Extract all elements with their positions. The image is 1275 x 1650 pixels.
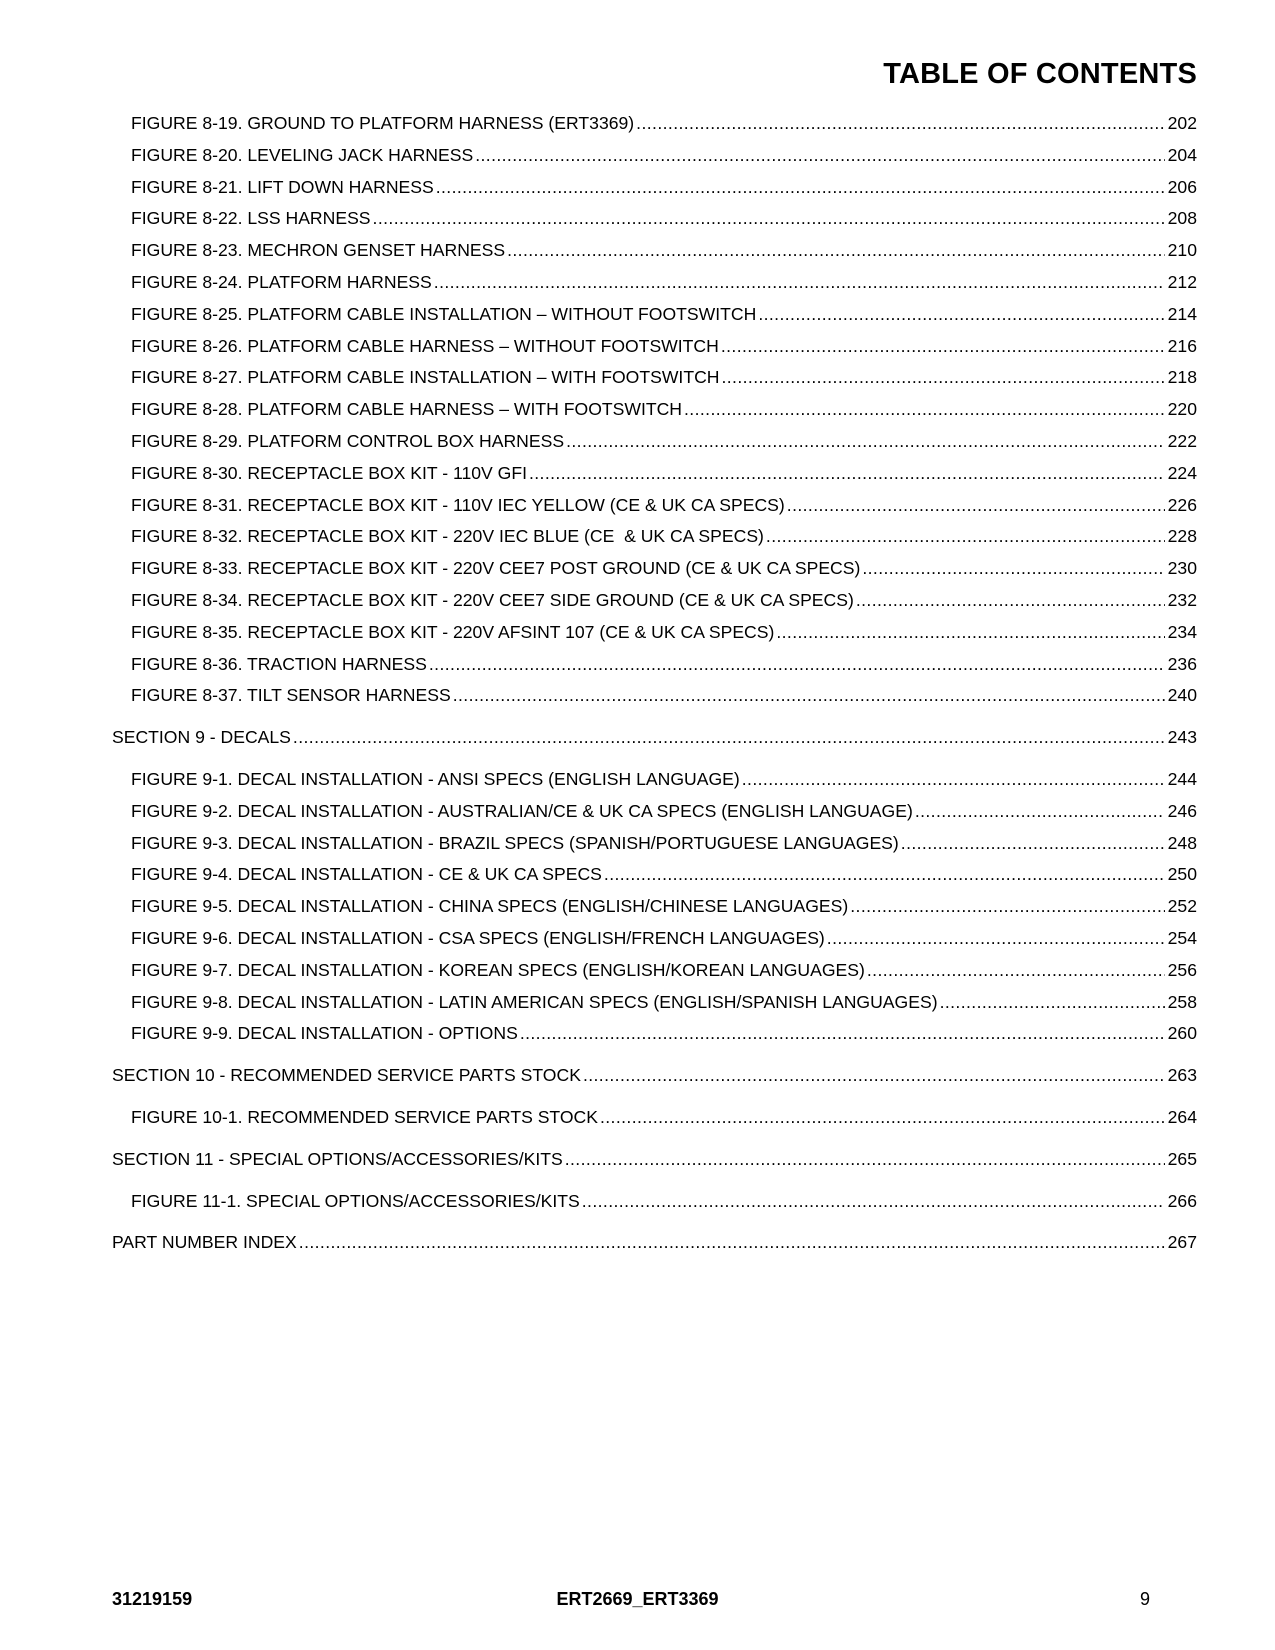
- toc-entry-title[interactable]: FIGURE 9-3. DECAL INSTALLATION - BRAZIL SPECS (SPANISH/PORTUGUESE LANGUAGES): [131, 832, 899, 853]
- toc-entry-title[interactable]: FIGURE 8-32. RECEPTACLE BOX KIT - 220V IEC BLUE (CE & UK CA SPECS): [131, 526, 764, 547]
- toc-dot-leader: [901, 828, 1165, 860]
- toc-figure-entry[interactable]: [0, 235, 1275, 267]
- toc-dot-leader: [583, 1060, 1165, 1092]
- toc-figure-entry[interactable]: [0, 490, 1275, 522]
- toc-entry-title[interactable]: FIGURE 10-1. RECOMMENDED SERVICE PARTS STOCK: [131, 1106, 598, 1127]
- toc-entry-page-number[interactable]: 214: [1167, 303, 1197, 324]
- toc-dot-leader: [758, 299, 1164, 331]
- toc-entry-page-number[interactable]: 265: [1167, 1148, 1197, 1169]
- toc-dot-leader: [520, 1018, 1165, 1050]
- toc-entry-title[interactable]: FIGURE 8-37. TILT SENSOR HARNESS: [131, 685, 451, 706]
- toc-entry-page-number[interactable]: 230: [1167, 558, 1197, 579]
- toc-dot-leader: [293, 722, 1165, 754]
- toc-dot-leader: [436, 172, 1165, 204]
- toc-entry-title[interactable]: FIGURE 9-6. DECAL INSTALLATION - CSA SPECS (ENGLISH/FRENCH LANGUAGES): [131, 927, 825, 948]
- toc-entry-page-number[interactable]: 256: [1167, 959, 1197, 980]
- toc-entry-title[interactable]: PART NUMBER INDEX: [112, 1232, 297, 1253]
- toc-figure-entry[interactable]: [0, 140, 1275, 172]
- toc-figure-entry[interactable]: [0, 649, 1275, 681]
- page-title: TABLE OF CONTENTS: [883, 58, 1197, 90]
- toc-entry-page-number[interactable]: 252: [1167, 896, 1197, 917]
- toc-figure-entry[interactable]: [0, 680, 1275, 712]
- toc-dot-leader: [850, 891, 1164, 923]
- toc-entry-page-number[interactable]: 243: [1167, 727, 1197, 748]
- toc-entry-title[interactable]: FIGURE 9-1. DECAL INSTALLATION - ANSI SPECS (ENGLISH LANGUAGE): [131, 768, 740, 789]
- footer-page-number: 9: [1139, 1589, 1150, 1609]
- toc-figure-entry[interactable]: [0, 1102, 1275, 1134]
- footer-model: ERT2669_ERT3369: [556, 1589, 719, 1609]
- toc-entry-page-number[interactable]: 246: [1167, 800, 1197, 821]
- toc-figure-entry[interactable]: [0, 172, 1275, 204]
- toc-entry-title[interactable]: FIGURE 11-1. SPECIAL OPTIONS/ACCESSORIES/KITS: [131, 1190, 580, 1211]
- toc-section-entry[interactable]: [0, 1144, 1275, 1176]
- toc-entry-page-number[interactable]: 244: [1167, 768, 1197, 789]
- toc-entry-page-number[interactable]: 216: [1167, 335, 1197, 356]
- toc-entry-title[interactable]: FIGURE 9-8. DECAL INSTALLATION - LATIN AMERICAN SPECS (ENGLISH/SPANISH LANGUAGES): [131, 991, 938, 1012]
- toc-entry-page-number[interactable]: 266: [1167, 1190, 1197, 1211]
- toc-dot-leader: [636, 108, 1164, 140]
- page-footer: [0, 1585, 1275, 1613]
- toc-entry-page-number[interactable]: 232: [1167, 589, 1197, 610]
- toc-dot-leader: [940, 987, 1165, 1019]
- toc-dot-leader: [776, 617, 1164, 649]
- toc-dot-leader: [600, 1102, 1165, 1134]
- toc-figure-entry[interactable]: [0, 458, 1275, 490]
- toc-dot-leader: [862, 553, 1164, 585]
- toc-entry-title[interactable]: FIGURE 8-34. RECEPTACLE BOX KIT - 220V CEE7 SIDE GROUND (CE & UK CA SPECS): [131, 589, 854, 610]
- toc-section-entry[interactable]: [0, 1227, 1275, 1259]
- toc-figure-entry[interactable]: [0, 796, 1275, 828]
- toc-dot-leader: [507, 235, 1165, 267]
- toc-dot-leader: [684, 394, 1165, 426]
- toc-entry-page-number[interactable]: 206: [1167, 176, 1197, 197]
- toc-entry-page-number[interactable]: 264: [1167, 1106, 1197, 1127]
- toc-dot-leader: [582, 1186, 1165, 1218]
- toc-figure-entry[interactable]: [0, 923, 1275, 955]
- toc-entry-page-number[interactable]: 258: [1167, 991, 1197, 1012]
- toc-figure-entry[interactable]: [0, 362, 1275, 394]
- toc-dot-leader: [604, 859, 1165, 891]
- toc-entry-title[interactable]: FIGURE 8-20. LEVELING JACK HARNESS: [131, 144, 474, 165]
- toc-dot-leader: [787, 490, 1165, 522]
- toc-dot-leader: [766, 521, 1165, 553]
- toc-entry-title[interactable]: FIGURE 8-30. RECEPTACLE BOX KIT - 110V GFI: [131, 462, 527, 483]
- toc-dot-leader: [565, 1144, 1165, 1176]
- toc-figure-entry[interactable]: [0, 108, 1275, 140]
- toc-figure-entry[interactable]: [0, 987, 1275, 1019]
- toc-entry-page-number[interactable]: 254: [1167, 927, 1197, 948]
- toc-entry-page-number[interactable]: 228: [1167, 526, 1197, 547]
- toc-figure-entry[interactable]: [0, 331, 1275, 363]
- toc-entry-page-number[interactable]: 202: [1167, 113, 1197, 133]
- toc-entry-title[interactable]: FIGURE 8-24. PLATFORM HARNESS: [131, 271, 432, 292]
- toc-dot-leader: [434, 267, 1165, 299]
- toc-entry-title[interactable]: FIGURE 9-2. DECAL INSTALLATION - AUSTRALIAN/CE & UK CA SPECS (ENGLISH LANGUAGE): [131, 800, 913, 821]
- table-of-contents: [0, 108, 1275, 1269]
- toc-entry-page-number[interactable]: 248: [1167, 832, 1197, 853]
- toc-entry-title[interactable]: FIGURE 8-22. LSS HARNESS: [131, 208, 371, 229]
- toc-entry-title[interactable]: SECTION 9 - DECALS: [112, 727, 291, 748]
- toc-dot-leader: [721, 331, 1165, 363]
- toc-entry-page-number[interactable]: 234: [1167, 621, 1197, 642]
- toc-entry-page-number[interactable]: 212: [1167, 271, 1197, 292]
- toc-entry-title[interactable]: FIGURE 8-23. MECHRON GENSET HARNESS: [131, 240, 506, 261]
- toc-dot-leader: [856, 585, 1165, 617]
- toc-entry-title[interactable]: SECTION 11 - SPECIAL OPTIONS/ACCESSORIES/KITS: [112, 1148, 563, 1169]
- toc-figure-entry[interactable]: [0, 828, 1275, 860]
- toc-figure-entry[interactable]: [0, 521, 1275, 553]
- toc-entry-title[interactable]: FIGURE 9-4. DECAL INSTALLATION - CE & UK CA SPECS: [131, 864, 602, 885]
- toc-dot-leader: [915, 796, 1165, 828]
- toc-entry-page-number[interactable]: 267: [1167, 1232, 1197, 1253]
- toc-dot-leader: [827, 923, 1165, 955]
- toc-figure-entry[interactable]: [0, 1018, 1275, 1050]
- toc-entry-page-number[interactable]: 240: [1167, 685, 1197, 706]
- toc-entry-title[interactable]: FIGURE 8-19. GROUND TO PLATFORM HARNESS (ERT3369): [131, 113, 635, 133]
- toc-dot-leader: [742, 764, 1165, 796]
- toc-entry-page-number[interactable]: 224: [1167, 462, 1197, 483]
- toc-figure-entry[interactable]: [0, 553, 1275, 585]
- toc-dot-leader: [867, 955, 1165, 987]
- toc-entry-title[interactable]: FIGURE 8-28. PLATFORM CABLE HARNESS – WITH FOOTSWITCH: [131, 399, 683, 420]
- toc-section-entry[interactable]: [0, 1060, 1275, 1092]
- toc-section-entry[interactable]: [0, 722, 1275, 754]
- toc-entry-title[interactable]: FIGURE 8-27. PLATFORM CABLE INSTALLATION – WITH FOOTSWITCH: [131, 367, 720, 388]
- toc-dot-leader: [721, 362, 1164, 394]
- toc-entry-title[interactable]: FIGURE 8-29. PLATFORM CONTROL BOX HARNESS: [131, 430, 565, 451]
- toc-entry-page-number[interactable]: 218: [1167, 367, 1197, 388]
- toc-figure-entry[interactable]: [0, 617, 1275, 649]
- toc-entry-title[interactable]: FIGURE 8-35. RECEPTACLE BOX KIT - 220V AFSINT 107 (CE & UK CA SPECS): [131, 621, 775, 642]
- toc-figure-entry[interactable]: [0, 203, 1275, 235]
- toc-entry-page-number[interactable]: 250: [1167, 864, 1197, 885]
- toc-entry-title[interactable]: FIGURE 8-36. TRACTION HARNESS: [131, 653, 427, 674]
- toc-figure-entry[interactable]: [0, 764, 1275, 796]
- toc-figure-entry[interactable]: [0, 585, 1275, 617]
- toc-dot-leader: [453, 680, 1165, 712]
- toc-figure-entry[interactable]: [0, 859, 1275, 891]
- footer-doc-number: 31219159: [112, 1589, 193, 1609]
- toc-figure-entry[interactable]: [0, 426, 1275, 458]
- toc-entry-page-number[interactable]: 263: [1167, 1065, 1197, 1086]
- toc-entry-title[interactable]: FIGURE 8-25. PLATFORM CABLE INSTALLATION – WITHOUT FOOTSWITCH: [131, 303, 757, 324]
- toc-dot-leader: [475, 140, 1164, 172]
- toc-figure-entry[interactable]: [0, 267, 1275, 299]
- toc-entry-title[interactable]: FIGURE 9-5. DECAL INSTALLATION - CHINA SPECS (ENGLISH/CHINESE LANGUAGES): [131, 896, 849, 917]
- toc-entry-title[interactable]: SECTION 10 - RECOMMENDED SERVICE PARTS STOCK: [112, 1065, 581, 1086]
- toc-figure-entry[interactable]: [0, 891, 1275, 923]
- toc-entry-page-number[interactable]: 236: [1167, 653, 1197, 674]
- toc-entry-page-number[interactable]: 226: [1167, 494, 1197, 515]
- toc-figure-entry[interactable]: [0, 299, 1275, 331]
- toc-figure-entry[interactable]: [0, 1186, 1275, 1218]
- toc-figure-entry[interactable]: [0, 394, 1275, 426]
- toc-entry-title[interactable]: FIGURE 8-31. RECEPTACLE BOX KIT - 110V IEC YELLOW (CE & UK CA SPECS): [131, 494, 785, 515]
- toc-dot-leader: [529, 458, 1165, 490]
- toc-entry-page-number[interactable]: 208: [1167, 208, 1197, 229]
- toc-dot-leader: [373, 203, 1165, 235]
- toc-entry-title[interactable]: FIGURE 9-9. DECAL INSTALLATION - OPTIONS: [131, 1023, 518, 1044]
- toc-entry-title[interactable]: FIGURE 8-26. PLATFORM CABLE HARNESS – WITHOUT FOOTSWITCH: [131, 335, 719, 356]
- toc-entry-page-number[interactable]: 222: [1167, 430, 1197, 451]
- toc-entry-page-number[interactable]: 210: [1167, 240, 1197, 261]
- toc-dot-leader: [429, 649, 1165, 681]
- toc-dot-leader: [566, 426, 1165, 458]
- toc-entry-title[interactable]: FIGURE 9-7. DECAL INSTALLATION - KOREAN SPECS (ENGLISH/KOREAN LANGUAGES): [131, 959, 865, 980]
- toc-entry-page-number[interactable]: 260: [1167, 1023, 1197, 1044]
- toc-figure-entry[interactable]: [0, 955, 1275, 987]
- toc-dot-leader: [299, 1227, 1165, 1259]
- toc-entry-page-number[interactable]: 220: [1167, 399, 1197, 420]
- toc-entry-title[interactable]: FIGURE 8-33. RECEPTACLE BOX KIT - 220V CEE7 POST GROUND (CE & UK CA SPECS): [131, 558, 861, 579]
- toc-entry-title[interactable]: FIGURE 8-21. LIFT DOWN HARNESS: [131, 176, 434, 197]
- toc-entry-page-number[interactable]: 204: [1167, 144, 1197, 165]
